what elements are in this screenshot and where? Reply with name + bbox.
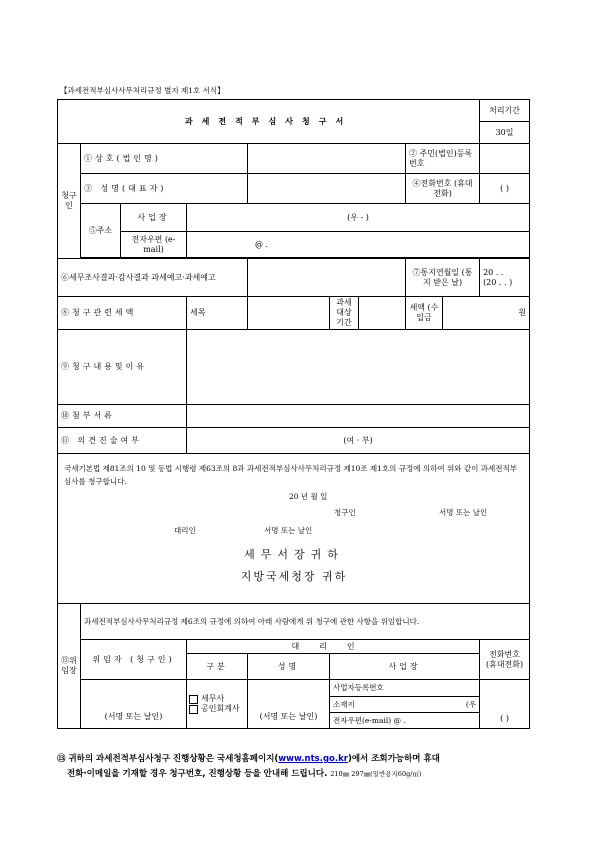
reason-label: ⑨청구내용및이유: [58, 330, 187, 405]
agent-phone-field[interactable]: ( ): [480, 680, 530, 729]
tax-accountant-checkbox[interactable]: [189, 695, 198, 704]
addressee-regional-office: 지방국세청장 귀하: [240, 570, 348, 583]
addressee-tax-office: 세무서장귀하: [244, 548, 344, 561]
agent-category-label: 구분: [187, 654, 248, 680]
location-postal: (우: [465, 700, 477, 709]
notice-date-field[interactable]: [480, 259, 530, 297]
phone-field[interactable]: ( ): [480, 174, 530, 204]
declaration-claimant-label: 청구인: [334, 508, 356, 517]
tax-accountant-label: 세무사: [201, 694, 225, 703]
location-label: 소재지: [333, 700, 355, 709]
power-of-attorney-label: ⑫위임장: [58, 604, 81, 729]
declaration-claimant-sign[interactable]: 서명 또는 날인: [439, 508, 488, 517]
agent-header: 대리인: [187, 640, 480, 654]
footer-line-1: [57, 752, 537, 767]
tax-period-field[interactable]: [359, 297, 406, 330]
footer-notice: [57, 752, 537, 782]
agent-phone-label: 전화번호 (휴대전화): [480, 640, 530, 680]
tax-period-label: 과세대상 기간: [330, 297, 359, 330]
processing-value: 30일: [480, 122, 530, 144]
opinion-label: ⑪ 의견진술여부: [58, 428, 187, 454]
form-reference: 【과세전적부심사사무처리규정 별지 제1호 서식】: [60, 86, 225, 95]
registration-number-label: ② 주민(법인)등록번호: [406, 144, 480, 174]
workplace-label: 사업장: [121, 204, 187, 232]
business-name-field[interactable]: [248, 144, 406, 174]
audit-result-field[interactable]: [248, 259, 406, 297]
representative-label: ③ 성명(대표자): [81, 174, 248, 204]
delegator-label: 위임자 (청구인): [81, 640, 187, 680]
agent-sign[interactable]: (서명 또는 날인): [248, 680, 330, 729]
email-field[interactable]: @ .: [187, 232, 530, 258]
workplace-address-field[interactable]: (우 - ): [187, 204, 530, 232]
cpa-option[interactable]: [189, 704, 245, 714]
appeal-form: [57, 99, 530, 729]
phone-label: ④전화번호 (휴대전화): [406, 174, 480, 204]
tax-item-label: 세목: [187, 297, 248, 330]
representative-field[interactable]: [248, 174, 406, 204]
attachments-label: ⑩첨부서류: [58, 405, 187, 428]
declaration-agent-label: 대리인: [174, 526, 196, 535]
opinion-field[interactable]: (여 · 부): [187, 428, 530, 454]
location-field[interactable]: [330, 697, 479, 713]
tax-amount-field[interactable]: 원: [443, 297, 530, 330]
declaration-block: [58, 454, 530, 604]
cpa-label: 공인회계사: [201, 704, 240, 713]
tax-amount-sub-label: 세액 (수입금: [406, 297, 443, 330]
audit-result-label: ⑥세무조사결과·감사결과 과세예고·과세예고: [58, 259, 248, 297]
form-title: 과세전적부심사청구서: [58, 100, 480, 144]
declaration-agent-sign[interactable]: 서명 또는 날인: [264, 526, 313, 535]
address-label: ⑤주소: [81, 204, 121, 258]
reason-field[interactable]: [187, 330, 530, 405]
notice-date-label: ⑦통지연월일 (통지 받은 날): [406, 259, 480, 297]
agent-workplace-field: [330, 680, 480, 729]
attachments-field[interactable]: [187, 405, 530, 428]
claimant-section-label: 청구인: [58, 144, 81, 259]
processing-label: 처리기간: [480, 100, 530, 122]
footer-text-a: ⑬ 귀하의 과세전적부심사청구 진행상황은 국세청홈페이지(: [57, 754, 279, 764]
agent-name-label: 성명: [248, 654, 330, 680]
cpa-checkbox[interactable]: [189, 705, 198, 714]
tax-amount-label: ⑧청구관련세액: [58, 297, 187, 330]
tax-item-field[interactable]: [248, 297, 330, 330]
declaration-text: 국세기본법 제81조의 10 및 동법 시행령 제63조의 8과 과세전적부심사사무처리규정 제10조 제1호의 규정에 의하여 위와 같이 과세전적부심사를 청구합니다.: [64, 464, 517, 486]
business-registration-field[interactable]: 사업자등록번호: [330, 680, 479, 697]
agent-category-field: [187, 680, 248, 729]
email-label: 전자우편 (e-mail): [121, 232, 187, 258]
agent-workplace-label: 사업장: [330, 654, 480, 680]
power-of-attorney-text: 과세전적부심사사무처리규정 제6조의 규정에 의하여 아래 사람에게 위 청구에 관한 사항을 위임합니다.: [81, 604, 530, 640]
paper-spec: 210㎜ 297㎜(일반용지60g/㎡): [330, 770, 422, 778]
notice-date-1: 20 . .: [483, 267, 504, 277]
footer-line-2: [57, 767, 537, 782]
declaration-date: 20 년 월 일: [289, 492, 328, 501]
footer-text-b: )에서 조회가능하며 휴대: [347, 754, 440, 764]
delegator-sign[interactable]: (서명 또는 날인): [81, 680, 187, 729]
registration-number-field[interactable]: [480, 144, 530, 174]
notice-date-2: (20 . . ): [483, 277, 513, 287]
tax-accountant-option[interactable]: [189, 694, 245, 704]
footer-text-c: 전화·이메일을 기재할 경우 청구번호, 진행상황 등을 안내해 드립니다.: [67, 769, 328, 779]
business-name-label: ①상호(법인명): [81, 144, 248, 174]
agent-email-field[interactable]: 전자우편(e-mail) @ .: [333, 716, 406, 725]
nts-homepage-link[interactable]: www.nts.go.kr: [278, 754, 348, 764]
